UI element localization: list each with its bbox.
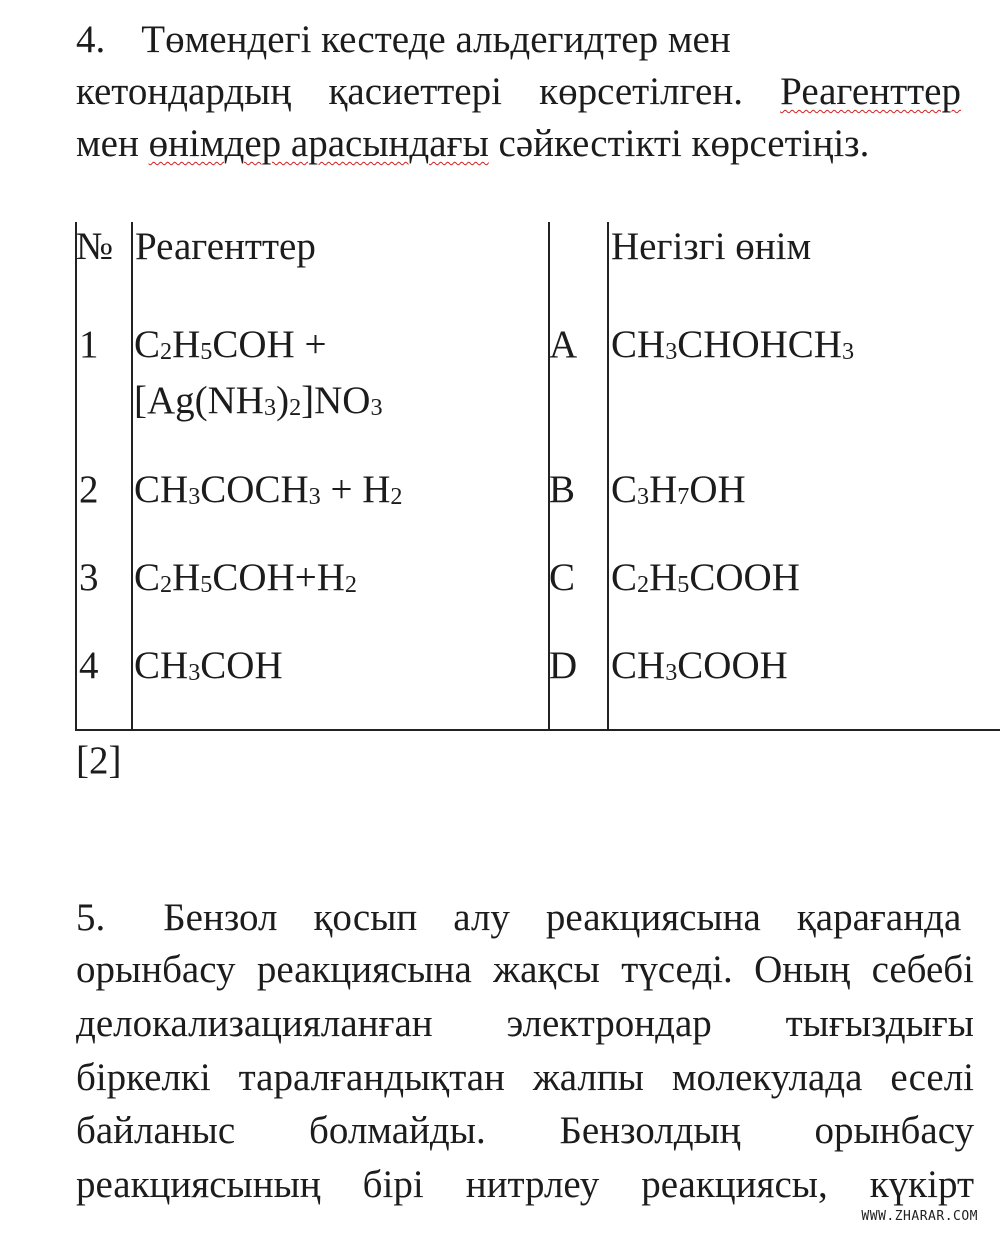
spellcheck-word: Реагенттер bbox=[780, 70, 961, 113]
row-1-letter: A bbox=[549, 323, 578, 366]
row-1-product: $CH_3CHOHCH_3$ bbox=[611, 323, 855, 366]
row-2-letter: B bbox=[549, 468, 576, 511]
question-5-line-5: байланыс болмайды. Бензолдың орынбасу bbox=[76, 1109, 974, 1152]
header-product: Негізгі өнім bbox=[611, 225, 812, 268]
table-divider-letter bbox=[607, 222, 609, 730]
row-4-letter: D bbox=[549, 644, 578, 687]
question-5-line-6: реакциясының бірі нитрлеу реакциясы, күкірт bbox=[76, 1163, 974, 1206]
row-1-no: 1 bbox=[79, 323, 99, 366]
question-5-line-2: орынбасу реакциясына жақсы түседі. Оның себебі bbox=[76, 948, 974, 991]
row-4-reagent: $CH_3COH$ bbox=[134, 644, 283, 687]
row-3-no: 3 bbox=[79, 556, 99, 599]
site-watermark: WWW.ZHARAR.COM bbox=[861, 1209, 978, 1224]
question-4-text-line-1: Төмендегі кестеде альдегидтер мен bbox=[141, 18, 731, 61]
table-divider-no bbox=[131, 222, 133, 730]
question-4-line-3: мен өнімдер арасындағы сәйкестікті көрсетіңіз. bbox=[76, 122, 870, 165]
row-2-reagent: $CH_3COCH_3 + H_2$ bbox=[134, 468, 403, 511]
row-1-reagent-line-1: $C_2H_5COH$ + bbox=[134, 323, 327, 366]
table-border-bottom bbox=[75, 729, 1000, 731]
table-border-left bbox=[75, 222, 77, 730]
row-3-reagent: $C_2H_5COH+H_2$ bbox=[134, 556, 357, 599]
header-no: № bbox=[76, 225, 114, 268]
row-4-no: 4 bbox=[79, 644, 99, 687]
row-2-product: $C_3H_7OH$ bbox=[611, 468, 746, 511]
question-4-number: 4. bbox=[76, 18, 106, 61]
question-5-line-1: 5. Бензол қосып алу реакциясына қарағанда bbox=[76, 896, 962, 939]
question-4-marks: [2] bbox=[76, 739, 122, 782]
question-5-line-4: біркелкі таралғандықтан жалпы молекулада еселі bbox=[76, 1056, 974, 1099]
row-3-letter: C bbox=[549, 556, 576, 599]
question-4-line-2: кетондардың қасиеттері көрсетілген. Реагенттер bbox=[76, 70, 961, 113]
row-2-no: 2 bbox=[79, 468, 99, 511]
question-5-line-3: делокализацияланған электрондар тығыздығы bbox=[76, 1002, 974, 1045]
question-4-line-1 bbox=[76, 14, 961, 66]
row-4-product: $CH_3COOH$ bbox=[611, 644, 788, 687]
question-5-number: 5. bbox=[76, 896, 106, 939]
row-1-reagent-line-2: $[Ag(NH_3)_2]NO_3$ bbox=[134, 379, 383, 422]
header-reagents: Реагенттер bbox=[135, 225, 316, 268]
spellcheck-phrase: өнімдер арасындағы bbox=[148, 122, 489, 165]
row-3-product: $C_2H_5COOH$ bbox=[611, 556, 800, 599]
